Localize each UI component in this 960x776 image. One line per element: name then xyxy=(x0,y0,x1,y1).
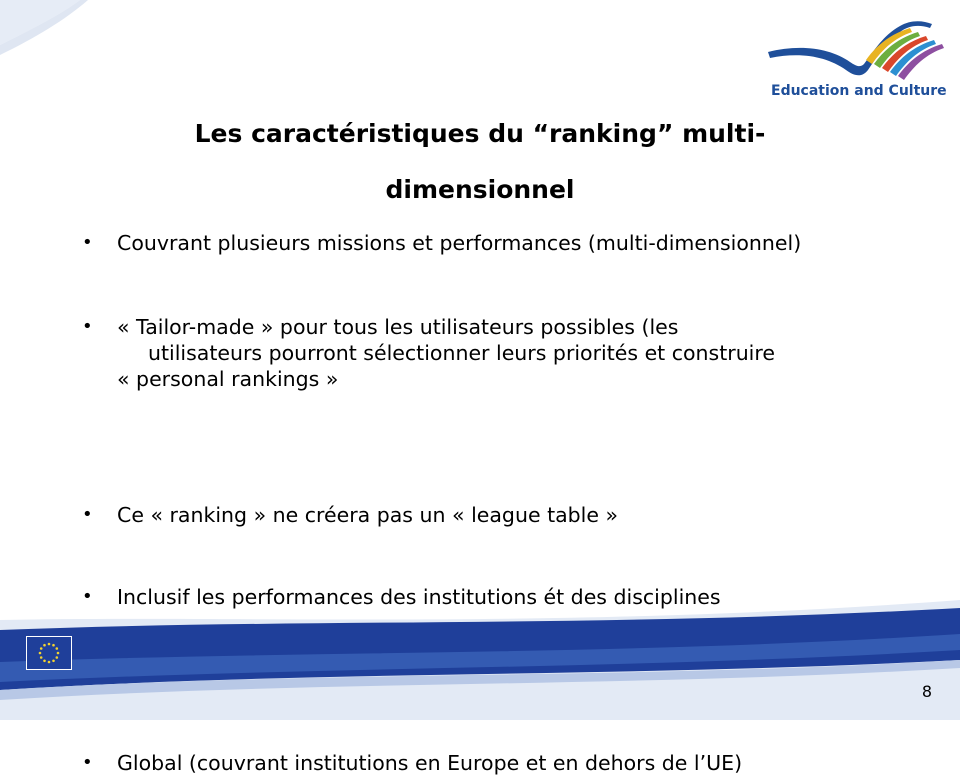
bullet-icon: • xyxy=(82,586,93,607)
eu-flag-icon xyxy=(26,636,72,670)
bullet-icon: • xyxy=(82,232,93,253)
bullet-item xyxy=(82,750,942,776)
bullet-text-line-1: « Tailor-made » pour tous les utilisateurs possibles (les xyxy=(117,315,679,339)
slide-title-line-2: dimensionnel xyxy=(385,175,575,204)
education-and-culture-logo xyxy=(760,14,950,114)
bullet-text: Ce « ranking » ne créera pas un « league table » xyxy=(117,503,619,527)
slide-title-line-1: Les caractéristiques du “ranking” multi- xyxy=(194,119,766,148)
bullet-text: Inclusif les performances des institutions ét des disciplines xyxy=(117,585,721,609)
bullet-item xyxy=(82,314,942,392)
bullet-icon: • xyxy=(82,752,93,773)
bullet-text: Couvrant plusieurs missions et performances (multi-dimensionnel) xyxy=(117,231,802,255)
bullet-item xyxy=(82,502,942,528)
bullet-text-line-2: utilisateurs pourront sélectionner leurs priorités et construire xyxy=(148,341,775,365)
page-number: 8 xyxy=(921,682,932,701)
logo-text: Education and Culture xyxy=(771,83,947,99)
bullet-list xyxy=(82,224,942,775)
bullet-icon: • xyxy=(82,316,93,337)
bullet-icon: • xyxy=(82,504,93,525)
decorative-bottom-band xyxy=(0,590,960,720)
bullet-text: Global (couvrant institutions en Europe et en dehors de l’UE) xyxy=(117,751,743,775)
bullet-text-line-3: « personal rankings » xyxy=(117,367,339,391)
slide-title xyxy=(130,106,830,218)
bullet-item xyxy=(82,230,942,256)
decorative-swoosh-top-left xyxy=(0,0,140,70)
